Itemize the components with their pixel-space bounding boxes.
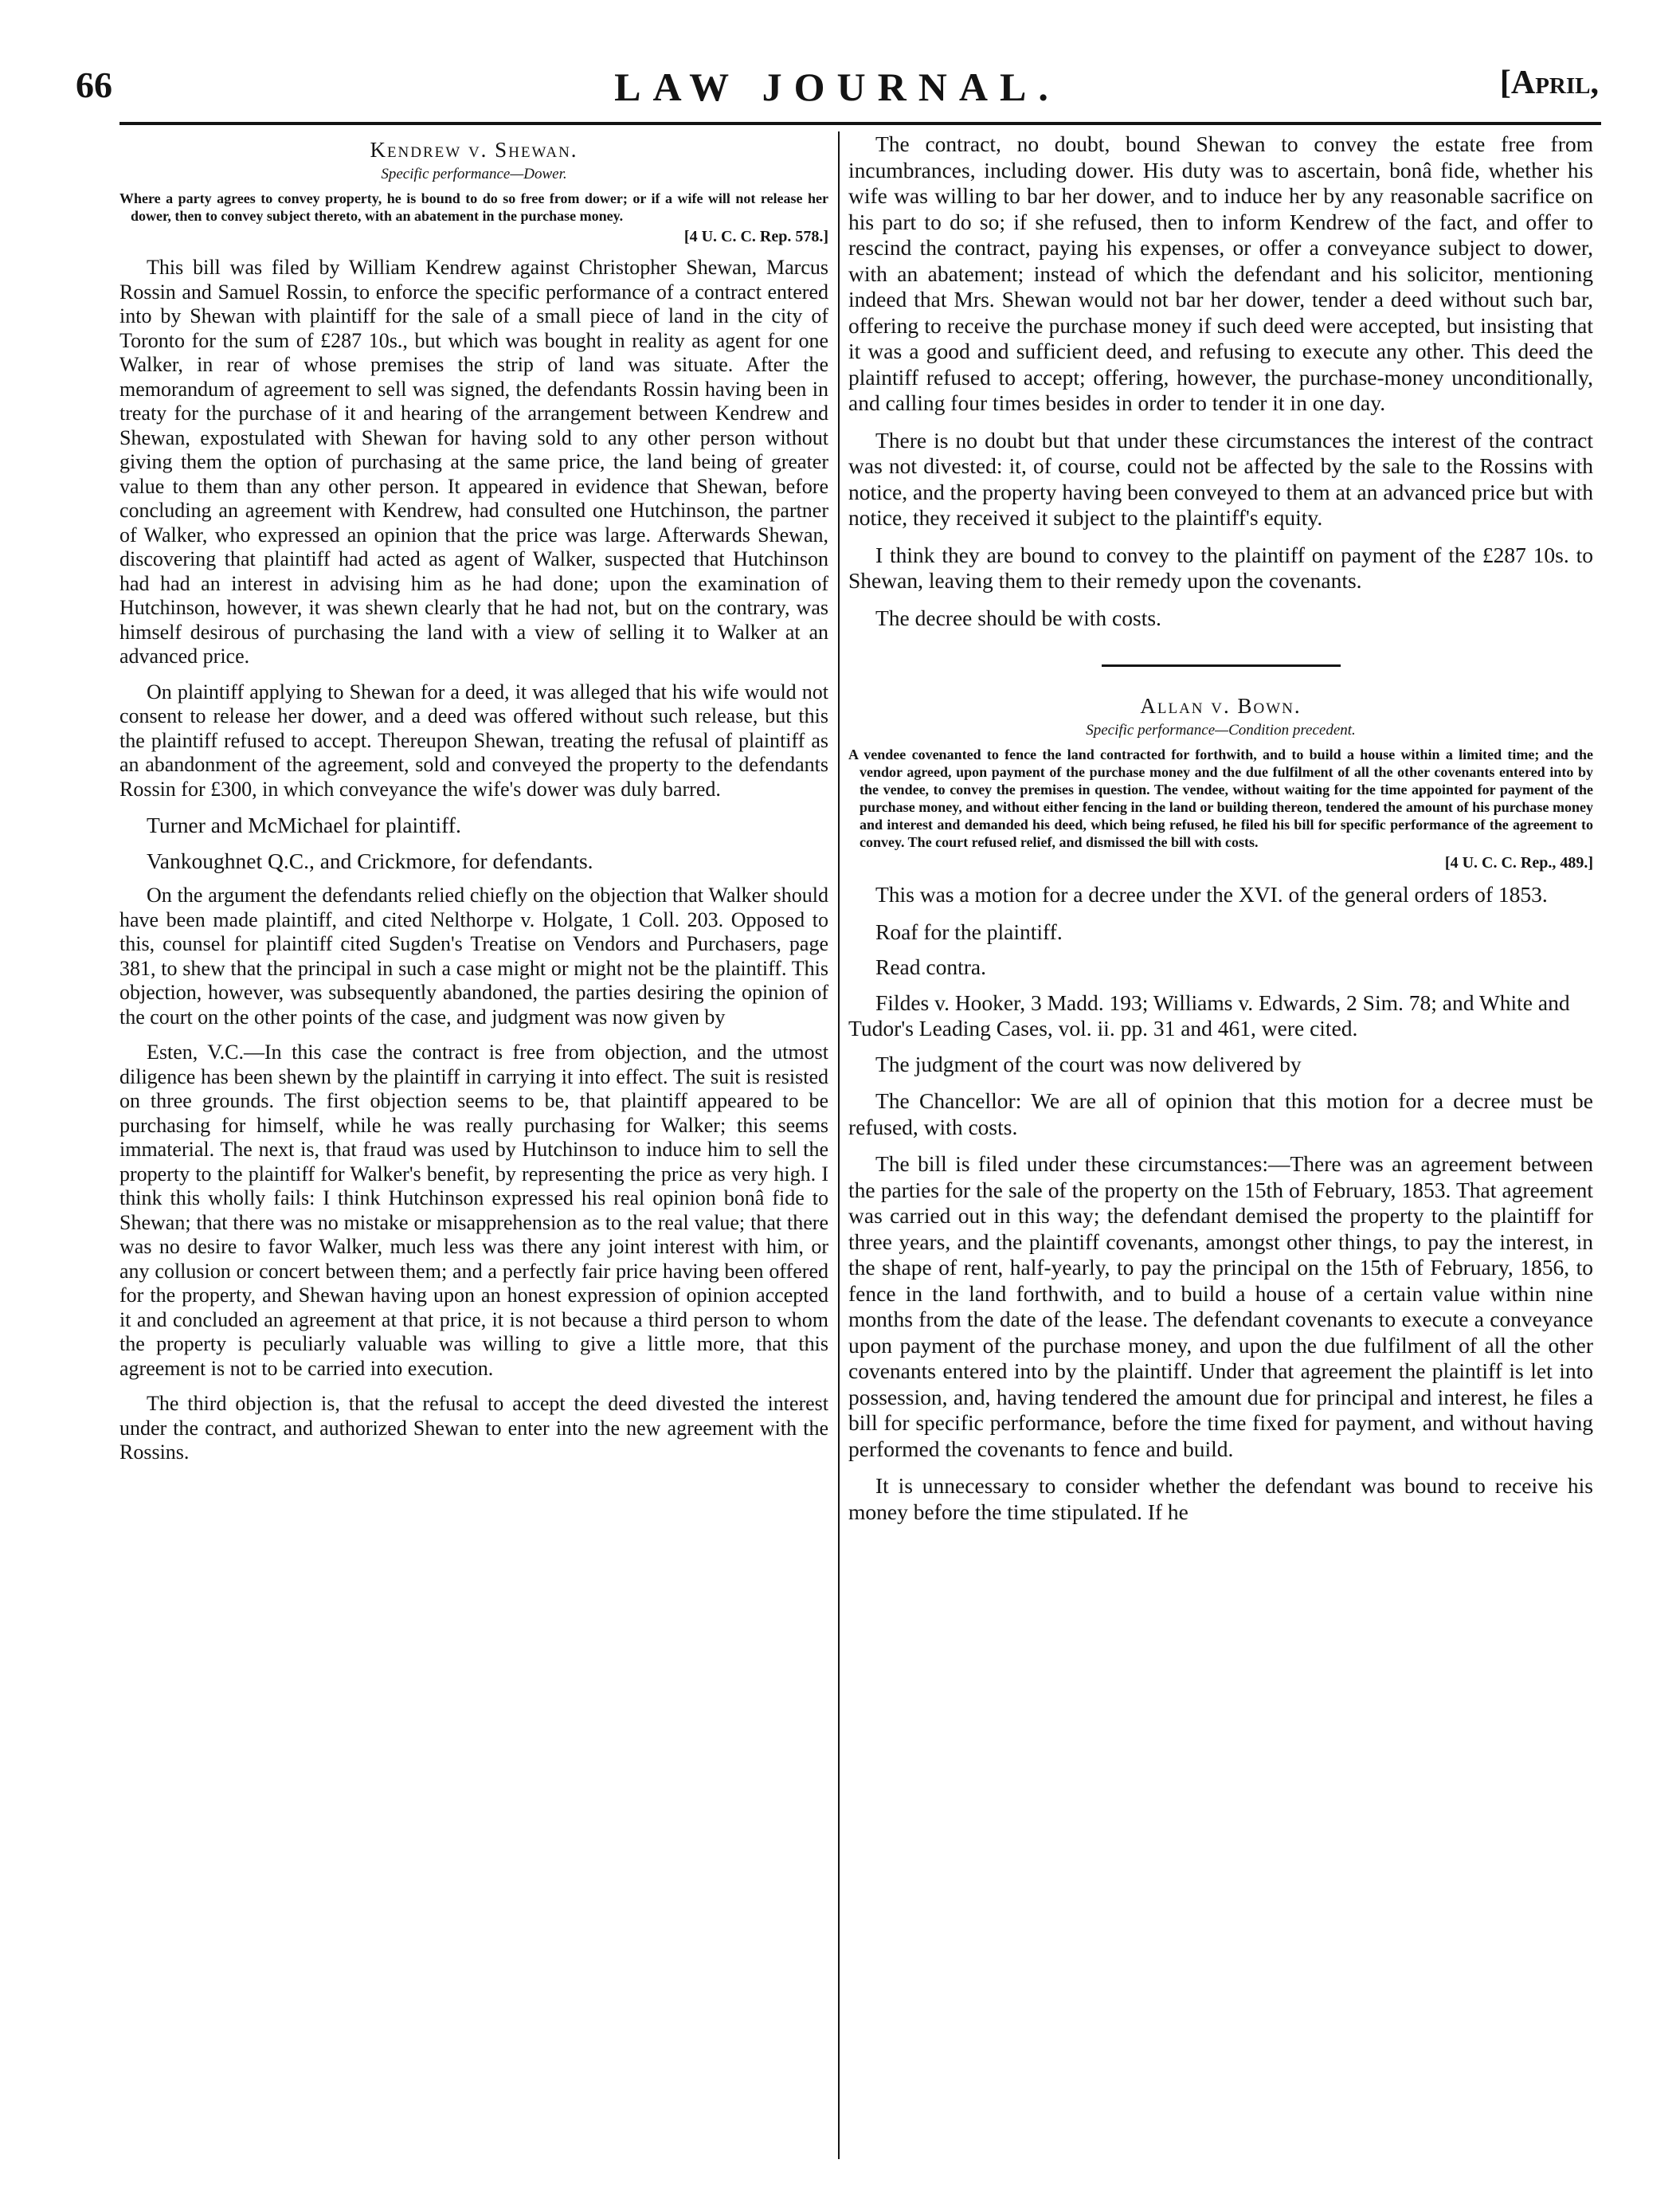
paragraph: The Chancellor: We are all of opinion that this motion for a decree must be refused, with costs.: [848, 1088, 1593, 1139]
paragraph: This was a motion for a decree under the XVI. of the general orders of 1853.: [875, 882, 1548, 907]
paragraph: The contract, no doubt, bound Shewan to convey the estate free from incumbrances, including dower. His duty was to ascertain, bonâ fide, whether his wife was willing to bar her dower, and to induce her by any reasonable sacrifice on his part to do so; if she refused, then to inform Kendrew of the fact, and offer to rescind the contract, paying his expenses, or offer a conveyance subject to dower, with an abatement; instead of which the defendant and his solicitor, mentioning indeed that Mrs. Shewan would not bar her dower, tender a deed without such bar, offering to receive the purchase money if such deed were accepted, but insisting that it was a good and sufficient deed, and refusing to execute any other. This deed the plaintiff refused to accept; offering, however, the purchase-money unconditionally, and calling four times besides in order to tender it in one day.: [848, 131, 1593, 415]
paragraph: Esten, V.C.—In this case the contract is free from objection, and the utmost diligence has been shewn by the plaintiff in carrying it into effect. The suit is resisted on three grounds. The first objection seems to be, that plaintiff appeared to be purchasing for himself, while he was really purchasing for Walker; this seems immaterial. The next is, that fraud was used by Hutchinson to induce him to sell the property to the plaintiff for Walker's benefit, by representing the price as very high. I think this wholly fails: I think Hutchinson expressed his real opinion bonâ fide to Shewan; that there was no mistake or misapprehension as to the real value; that there was no desire to favor Walker, much less was there any joint interest with him, or any collusion or concert between them; and a perfectly fair price having been offered for the property, and Shewan having upon an honest expression of opinion accepted it and concluded an agreement at that price, it is not because a third person to whom the property is peculiarly valuable was willing to give a little more, that this agreement is not to be carried into execution.: [119, 1041, 828, 1380]
column-divider: [838, 131, 840, 2159]
paragraph: There is no doubt but that under these circumstances the interest of the contract was not divested: it, of course, could not be affected by the sale to the Rossins with notice, and the property having been conveyed to them at an advanced price but with notice, they received it subject to the plaintiff's equity.: [848, 427, 1593, 530]
right-column: [848, 131, 1593, 1536]
header-rule: [119, 122, 1601, 125]
case-subject: Specific performance—Dower.: [381, 166, 567, 182]
counsel-plaintiff: Roaf for the plaintiff.: [875, 919, 1063, 944]
paragraph: The decree should be with costs.: [875, 605, 1161, 630]
paragraph: This bill was filed by William Kendrew against Christopher Shewan, Marcus Rossin and Samuel Rossin, to enforce the specific performance of a contract entered into by Shewan with plaintiff for the sale of a small piece of land in the city of Toronto for the sum of £287 10s., but which was bought in reality as agent for one Walker, in rear of whose premises the strip of land was situate. After the memorandum of agreement to sell was signed, the defendants Rossin having been in treaty for the purchase of it and hearing of the arrangement between Kendrew and Shewan, expostulated with Shewan for having sold to any other person without giving them the option of purchasing at the same price, the land being of greater value to them than any other person. It appeared in evidence that Shewan, before concluding an agreement with Kendrew, had consulted one Hutchinson, the partner of Walker, who expressed an opinion that the price was large. Afterwards Shewan, discovering that plaintiff had acted as agent of Walker, suspected that Hutchinson had had an interest in advising him as he had done; upon the examination of Hutchinson, however, it was shewn clearly that he had not, but on the contrary, was himself desirous of purchasing the land with a view of selling it to Walker at an advanced price.: [119, 256, 828, 668]
page-header: [76, 64, 1599, 120]
paragraph: The bill is filed under these circumstances:—There was an agreement between the parties for the sale of the property on the 15th of February, 1853. That agreement was carried out in this way; the defendant demised the property to the plaintiff for three years, and the plaintiff covenants, amongst other things, to pay the interest, in the shape of rent, half-yearly, to pay the principal on the 15th of February, 1856, to fence in the land forthwith, and to build a house of a certain value within nine months from the date of the lease. The defendant covenants to execute a conveyance upon payment of the purchase money, and upon the due fulfilment of all the other covenants entered into by the plaintiff. Under that agreement the plaintiff is let into possession, and, having tendered the amount due for principal and interest, he files a bill for specific performance, before the time fixed for payment, and without having performed the covenants to fence and build.: [848, 1151, 1593, 1461]
cases-cited: Fildes v. Hooker, 3 Madd. 193; Williams v. Edwards, 2 Sim. 78; and White and Tudor's Leading Cases, vol. ii. pp. 31 and 461, were cited.: [848, 990, 1570, 1041]
journal-title: LAW JOURNAL.: [614, 65, 1060, 109]
paragraph: It is unnecessary to consider whether the defendant was bound to receive his money before the time stipulated. If he: [848, 1473, 1593, 1524]
case-headnote: Where a party agrees to convey property, he is bound to do so free from dower; or if a wife will not release her dower, then to convey subject thereto, with an abatement in the purchase money.: [119, 190, 828, 224]
paragraph: I think they are bound to convey to the plaintiff on payment of the £287 10s. to Shewan, leaving them to their remedy upon the covenants.: [848, 542, 1593, 593]
counsel-defendants: Vankoughnet Q.C., and Crickmore, for defendants.: [147, 848, 593, 873]
left-column: [119, 131, 828, 1476]
paragraph: The third objection is, that the refusal to accept the deed divested the interest under the contract, and authorized Shewan to enter into the new agreement with the Rossins.: [119, 1392, 828, 1464]
month-label: [April,: [1499, 65, 1599, 101]
counsel-plaintiff: Turner and McMichael for plaintiff.: [147, 813, 461, 837]
case-headnote: A vendee covenanted to fence the land contracted for forthwith, and to build a house within a limited time; and the vendor agreed, upon payment of the purchase money and the due fulfilment of all the other covenants entered into by the vendee, to convey the premises in question. The vendee, without waiting for the time appointed for payment of the purchase money, and without either fencing in the land or building thereon, tendered the amount of his purchase money and interest and demanded his deed, which being refused, he filed his bill for specific performance of the agreement to convey. The court refused relief, and dismissed the bill with costs.: [848, 747, 1593, 850]
section-separator: [1102, 664, 1341, 667]
page-number: 66: [76, 65, 112, 105]
paragraph: On plaintiff applying to Shewan for a deed, it was alleged that his wife would not consent to release her dower, and a deed was offered without such release, but this the plaintiff refused to accept. Thereupon Shewan, treating the refusal of plaintiff as an abandonment of the agreement, sold and conveyed the property to the defendants Rossin for £300, in which conveyance the wife's dower was duly barred.: [119, 680, 828, 801]
case-subject: Specific performance—Condition precedent.: [1086, 722, 1356, 739]
case-citation: [4 U. C. C. Rep., 489.]: [1444, 854, 1593, 872]
case-title: Allan v. Bown.: [1140, 694, 1302, 718]
paragraph: On the argument the defendants relied chiefly on the objection that Walker should have been made plaintiff, and cited Nelthorpe v. Holgate, 1 Coll. 203. Opposed to this, counsel for plaintiff cited Sugden's Treatise on Vendors and Purchasers, page 381, to shew that the principal in such a case might or might not be the plaintiff. This objection, however, was subsequently abandoned, the parties desiring the opinion of the court on the other points of the case, and judgment was now given by: [119, 884, 828, 1029]
case-title: Kendrew v. Shewan.: [370, 138, 578, 162]
counsel-defendant: Read contra.: [875, 954, 986, 979]
case-citation: [4 U. C. C. Rep. 578.]: [683, 228, 828, 245]
paragraph: The judgment of the court was now delivered by: [875, 1051, 1302, 1076]
